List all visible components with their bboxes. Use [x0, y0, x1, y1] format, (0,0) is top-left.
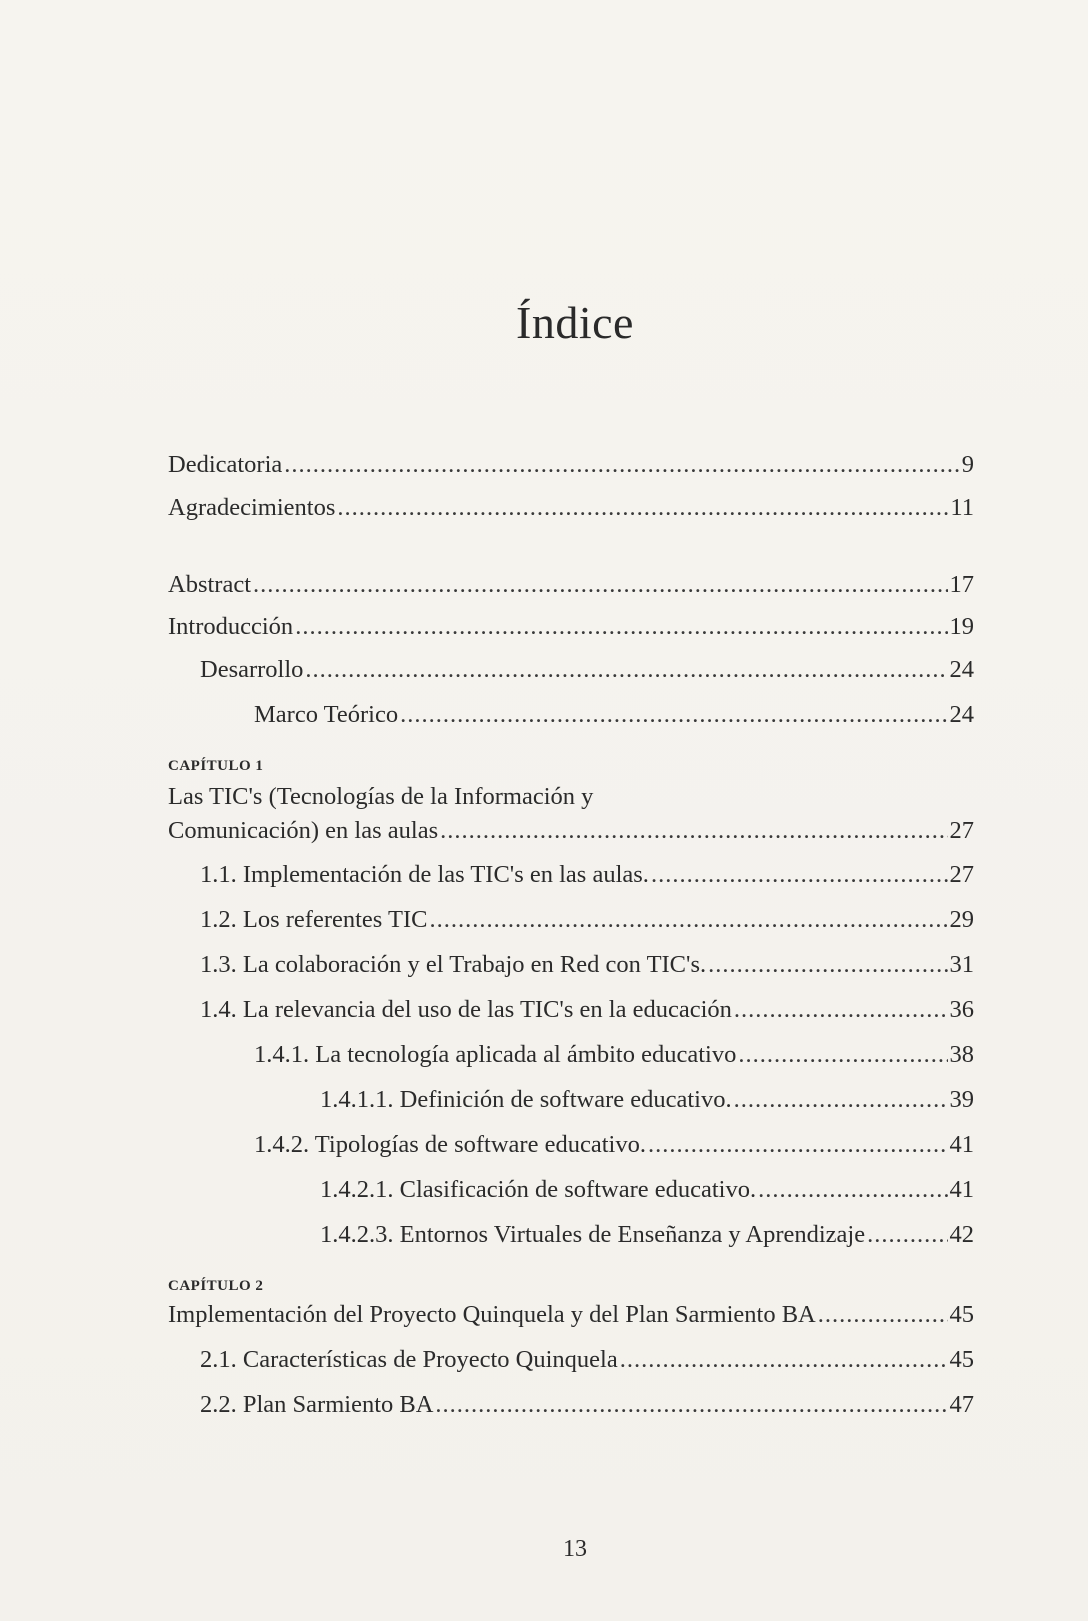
dot-leader	[305, 655, 947, 685]
toc-entry-label: 1.4.1. La tecnología aplicada al ámbito educativo	[254, 1041, 737, 1068]
toc-entry-label: Abstract	[168, 571, 251, 598]
toc-entry-1-4	[168, 995, 974, 1025]
toc-entry-label: Agradecimientos	[168, 494, 336, 521]
toc-entry-1-2	[168, 905, 974, 935]
toc-entry-page: 41	[949, 1176, 974, 1203]
toc-entry-page: 24	[949, 701, 974, 728]
page-number: 13	[563, 1536, 587, 1562]
toc-entry-2-1	[168, 1345, 974, 1375]
dot-leader	[440, 816, 947, 846]
toc-entry-1-4-1	[168, 1040, 974, 1070]
toc-entry-label: 2.2. Plan Sarmiento BA	[200, 1391, 434, 1418]
toc-entry-page: 27	[949, 861, 974, 888]
toc-entry-page: 45	[949, 1346, 974, 1373]
dot-leader	[818, 1300, 948, 1330]
toc-entry-abstract	[168, 570, 974, 600]
dot-leader	[429, 905, 947, 935]
toc-entry-page: 11	[950, 494, 974, 521]
chapter-2-label: CAPÍTULO 2	[168, 1278, 264, 1294]
toc-entry-1-4-2	[168, 1130, 974, 1160]
dot-leader	[867, 1220, 947, 1250]
dot-leader	[738, 1040, 947, 1070]
dot-leader	[435, 1390, 947, 1420]
toc-entry-1-3	[168, 950, 974, 980]
toc-entry-label: 1.3. La colaboración y el Trabajo en Red con TIC's.	[200, 951, 707, 978]
toc-entry-page: 38	[949, 1041, 974, 1068]
toc-entry-page: 29	[949, 906, 974, 933]
toc-entry-desarrollo	[168, 655, 974, 685]
toc-entry-label: 1.4.1.1. Definición de software educativo.	[320, 1086, 732, 1113]
toc-entry-label: 1.1. Implementación de las TIC's en las aulas.	[200, 861, 649, 888]
toc-entry-page: 17	[949, 571, 974, 598]
dot-leader	[758, 1175, 947, 1205]
toc-entry-dedicatoria	[168, 450, 974, 480]
toc-entry-2-2	[168, 1390, 974, 1420]
toc-entry-chapter-1	[168, 816, 974, 846]
chapter-1-title-line: Las TIC's (Tecnologías de la Información y	[168, 783, 594, 810]
toc-entry-page: 9	[961, 451, 974, 478]
toc-entry-page: 41	[949, 1131, 974, 1158]
toc-entry-agradecimientos	[168, 493, 974, 523]
toc-entry-label: Implementación del Proyecto Quinquela y del Plan Sarmiento BA	[168, 1301, 816, 1328]
chapter-1-label: CAPÍTULO 1	[168, 758, 264, 774]
toc-entry-label: Comunicación) en las aulas	[168, 817, 439, 844]
toc-entry-1-4-2-1	[168, 1175, 974, 1205]
dot-leader	[400, 700, 947, 730]
toc-entry-1-4-1-1	[168, 1085, 974, 1115]
dot-leader	[337, 493, 948, 523]
dot-leader	[253, 570, 948, 600]
toc-entry-page: 42	[949, 1221, 974, 1248]
toc-entry-label: 1.4.2.1. Clasificación de software educativo.	[320, 1176, 757, 1203]
toc-entry-label: 2.1. Características de Proyecto Quinquela	[200, 1346, 618, 1373]
toc-entry-page: 24	[949, 656, 974, 683]
toc-entry-label: Marco Teórico	[254, 701, 399, 728]
dot-leader	[708, 950, 947, 980]
toc-entry-label: 1.2. Los referentes TIC	[200, 906, 428, 933]
toc-entry-page: 39	[949, 1086, 974, 1113]
toc-entry-page: 45	[949, 1301, 974, 1328]
toc-entry-1-4-2-3	[168, 1220, 974, 1250]
toc-entry-marco-teorico	[168, 700, 974, 730]
toc-entry-page: 27	[949, 817, 974, 844]
toc-entry-introduccion	[168, 612, 974, 642]
toc-entry-label: 1.4.2.3. Entornos Virtuales de Enseñanza y Aprendizaje	[320, 1221, 866, 1248]
toc-entry-page: 47	[949, 1391, 974, 1418]
dot-leader	[734, 995, 948, 1025]
dot-leader	[620, 1345, 948, 1375]
toc-entry-page: 31	[949, 951, 974, 978]
toc-entry-page: 36	[949, 996, 974, 1023]
toc-entry-page: 19	[949, 613, 974, 640]
toc-entry-label: Desarrollo	[200, 656, 304, 683]
toc-entry-label: 1.4.2. Tipologías de software educativo.	[254, 1131, 646, 1158]
toc-entry-label: 1.4. La relevancia del uso de las TIC's en la educación	[200, 996, 732, 1023]
toc-entry-chapter-2	[168, 1300, 974, 1330]
table-of-contents	[168, 450, 974, 1420]
toc-entry-1-1	[168, 860, 974, 890]
dot-leader	[295, 612, 947, 642]
toc-entry-label: Dedicatoria	[168, 451, 283, 478]
page-title: Índice	[516, 297, 634, 348]
toc-entry-label: Introducción	[168, 613, 294, 640]
dot-leader	[648, 1130, 948, 1160]
dot-leader	[734, 1085, 948, 1115]
dot-leader	[284, 450, 959, 480]
dot-leader	[651, 860, 948, 890]
